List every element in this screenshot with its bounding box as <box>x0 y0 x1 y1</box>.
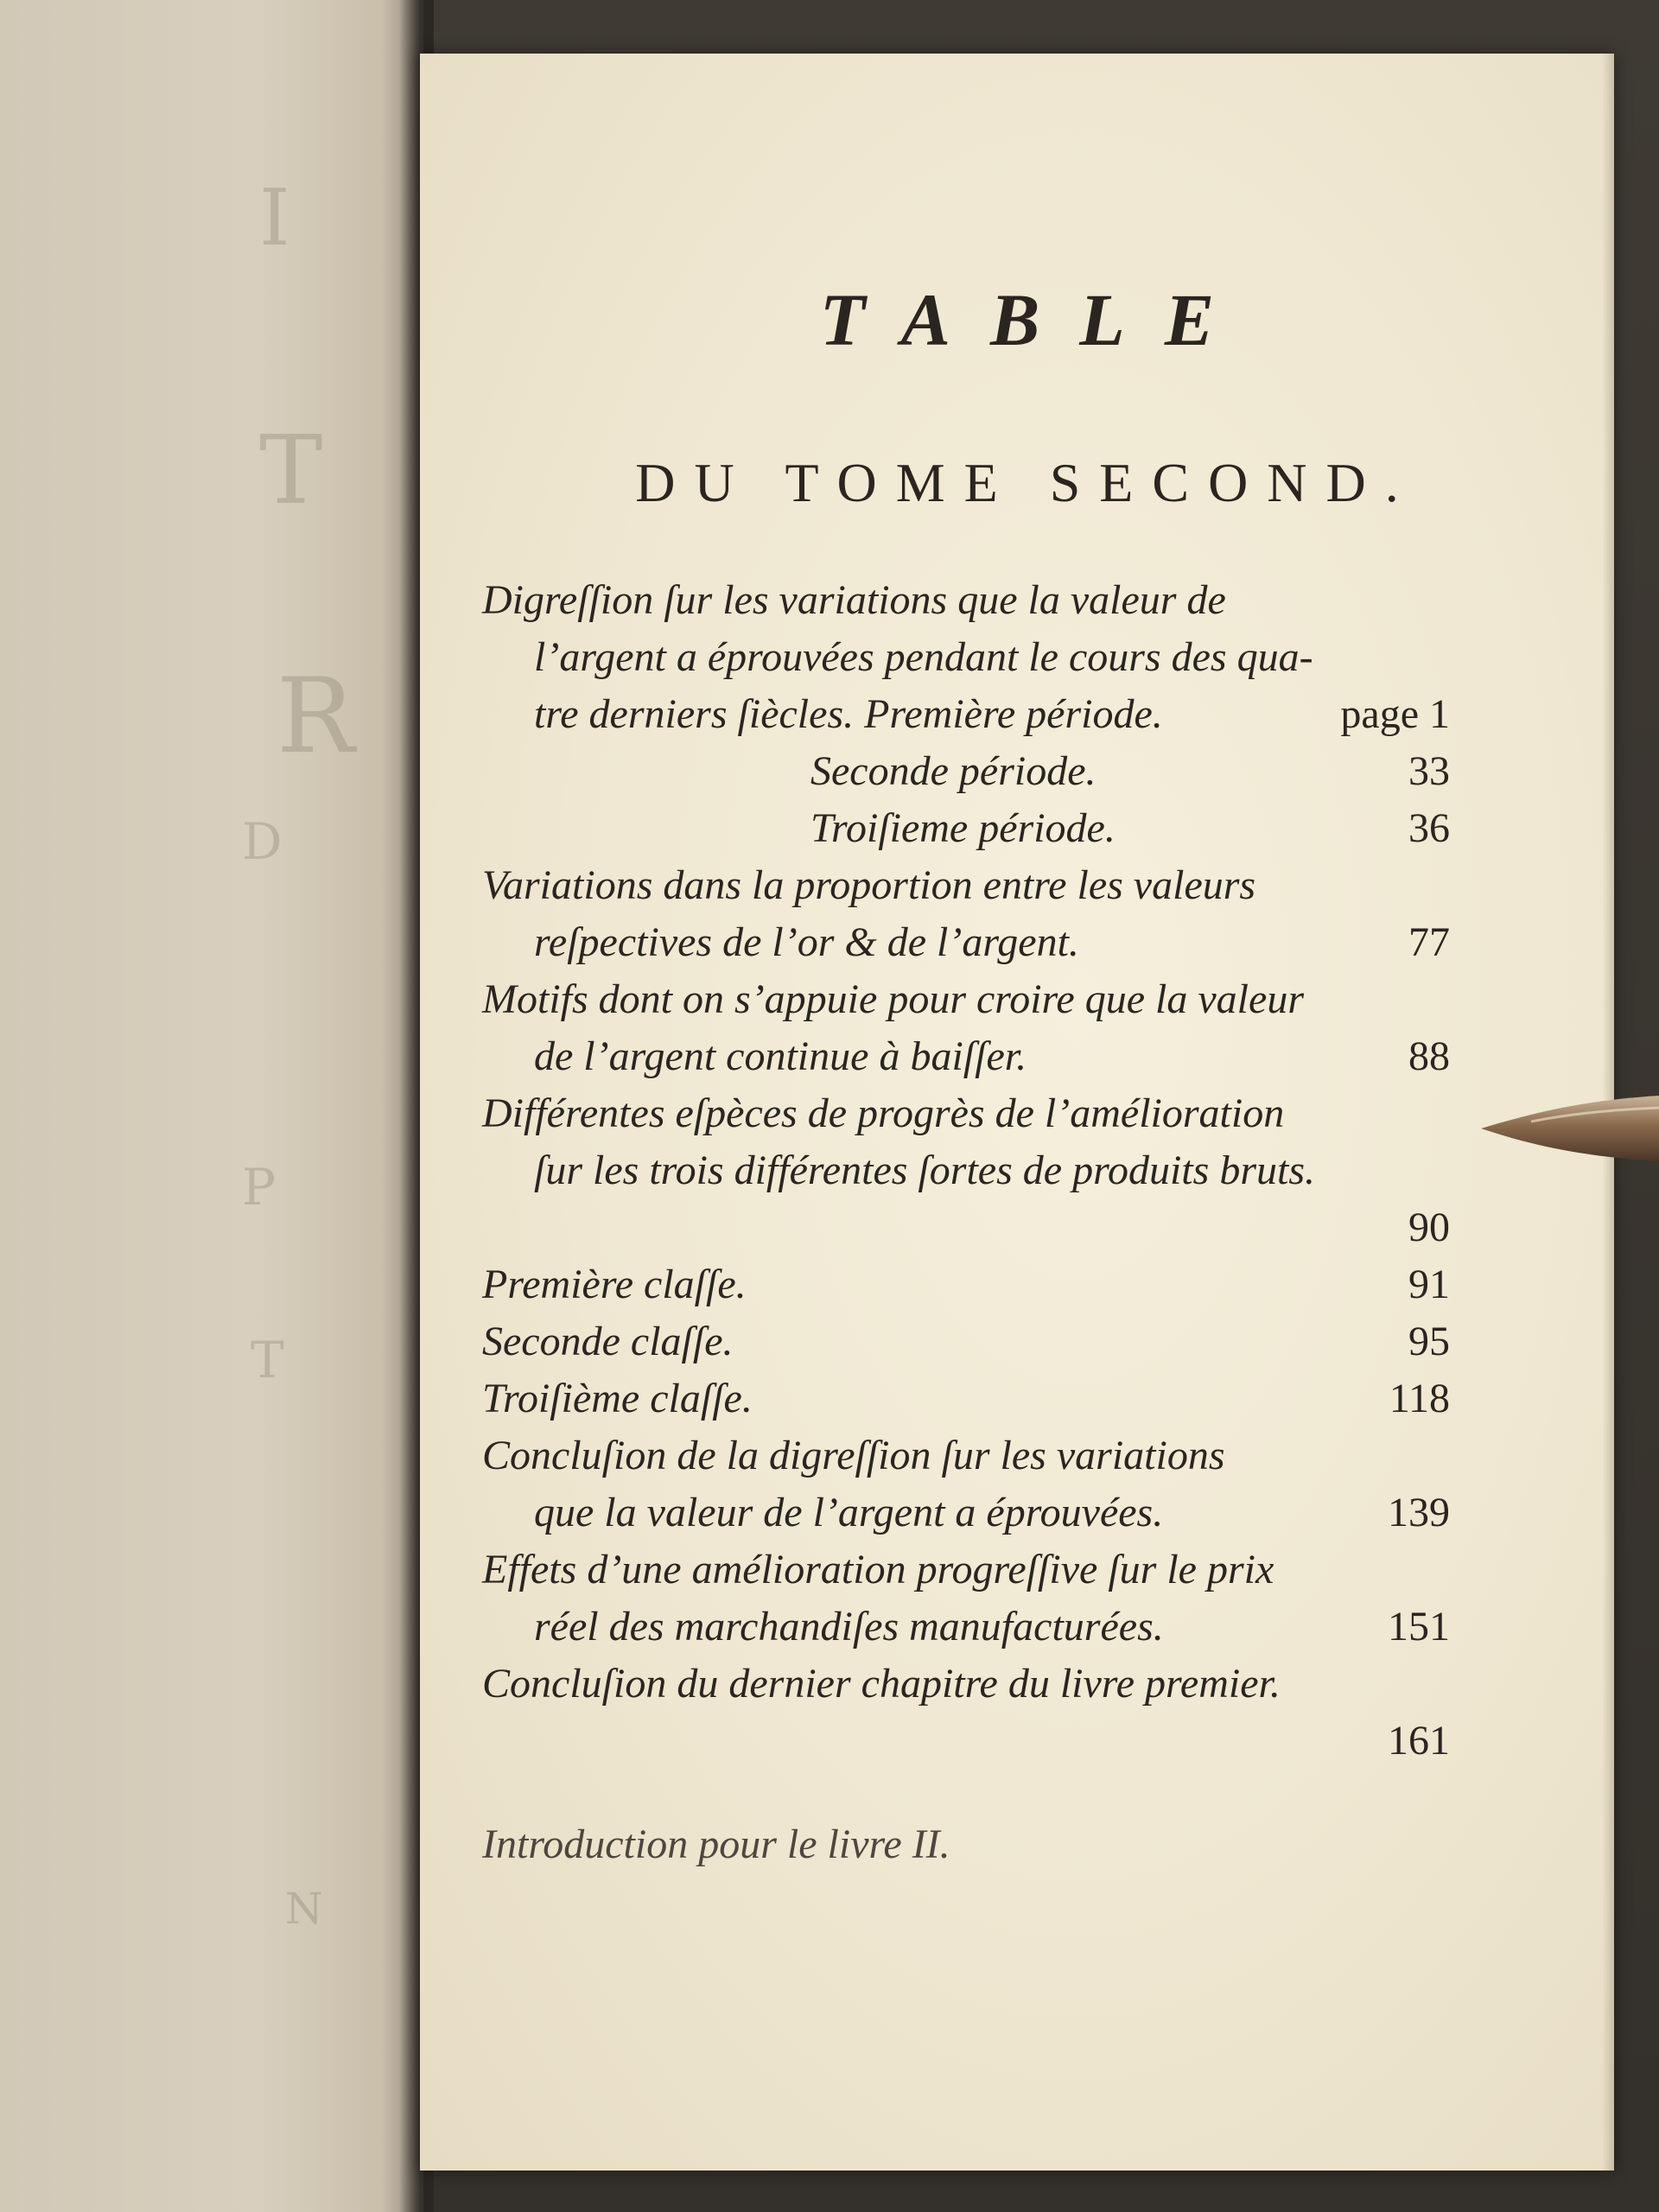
toc-line <box>482 1599 1450 1656</box>
toc-line <box>482 1199 1450 1256</box>
toc-line <box>482 1370 1450 1427</box>
toc-line <box>482 1085 1450 1142</box>
toc-line <box>482 686 1450 743</box>
show-through-text: T <box>251 1331 293 1389</box>
toc-entry-text: Variations dans la proportion entre les valeurs <box>482 862 1256 908</box>
toc-entry-text: Troiſieme période. <box>810 805 1116 851</box>
toc-page-number: 139 <box>1388 1490 1450 1535</box>
toc-line <box>482 1142 1450 1199</box>
toc-entry-text: reſpectives de l’or & de l’argent. <box>534 919 1079 965</box>
toc-line <box>482 629 1450 686</box>
toc-entry-text: tre derniers ſiècles. Première période. <box>534 691 1163 737</box>
facing-page <box>0 0 423 2212</box>
toc-page-number: 161 <box>1388 1718 1450 1764</box>
toc-page-number: 95 <box>1408 1319 1450 1364</box>
toc-line <box>482 914 1450 971</box>
toc-entry-text: Concluſion du dernier chapitre du livre premier. <box>482 1661 1281 1707</box>
toc-page-number: page 1 <box>1340 691 1450 737</box>
show-through-text: R <box>276 657 364 777</box>
toc-entry-text: Digreſſion ſur les variations que la valeur de <box>482 577 1226 623</box>
show-through-text: N <box>285 1884 332 1934</box>
toc-page-number: 118 <box>1389 1376 1450 1421</box>
toc-entry-text: Différentes eſpèces de progrès de l’amélioration <box>482 1090 1285 1136</box>
toc-page-number: 36 <box>1408 805 1450 851</box>
show-through-text: P <box>242 1158 285 1217</box>
toc-entry-text: Première claſſe. <box>482 1262 747 1307</box>
spacer <box>482 1770 1450 1816</box>
toc-line <box>482 1656 1450 1713</box>
toc-page-number: 151 <box>1388 1604 1450 1649</box>
toc-entry-text: réel des marchandiſes manufacturées. <box>534 1604 1164 1649</box>
show-through-text: I <box>259 173 299 264</box>
toc-page-number: 33 <box>1408 748 1450 794</box>
show-through-text: T <box>259 415 332 525</box>
toc-entry-text: Effets d’une amélioration progreſſive ſur le prix <box>482 1547 1274 1592</box>
toc-line <box>482 1713 1450 1770</box>
page-title: TABLE <box>819 278 1255 361</box>
page-subtitle: DU TOME SECOND. <box>635 452 1418 513</box>
toc-entry-text: que la valeur de l’argent a éprouvées. <box>534 1490 1164 1535</box>
pen-tip-icon <box>1479 1090 1659 1165</box>
table-page <box>420 54 1614 2171</box>
table-of-contents <box>482 572 1450 1873</box>
footer-note: Introduction pour le livre II. <box>482 1821 950 1867</box>
toc-entry-text: Seconde claſſe. <box>482 1319 734 1364</box>
toc-line <box>482 857 1450 914</box>
toc-entry-text: Seconde période. <box>810 748 1096 794</box>
toc-line <box>482 1484 1450 1541</box>
toc-entry-text: Concluſion de la digreſſion ſur les variations <box>482 1433 1225 1478</box>
toc-entry-text: Troiſième claſſe. <box>482 1376 753 1421</box>
toc-line <box>482 1028 1450 1085</box>
toc-page-number: 77 <box>1408 919 1450 965</box>
toc-entry-text: ſur les trois différentes ſortes de produits bruts. <box>534 1147 1316 1193</box>
toc-page-number: 88 <box>1408 1033 1450 1079</box>
toc-entry-text: l’argent a éprouvées pendant le cours des qua- <box>534 634 1313 680</box>
toc-line <box>482 572 1450 629</box>
toc-page-number: 91 <box>1408 1262 1450 1307</box>
show-through-text: D <box>242 812 291 871</box>
toc-entry-text: Motifs dont on s’appuie pour croire que la valeur <box>482 976 1304 1022</box>
toc-line <box>482 800 1450 857</box>
toc-entry-text: de l’argent continue à baiſſer. <box>534 1033 1027 1079</box>
toc-line <box>482 1427 1450 1484</box>
toc-line <box>482 1313 1450 1370</box>
toc-line <box>482 743 1450 800</box>
toc-line <box>482 1541 1450 1599</box>
toc-line <box>482 971 1450 1028</box>
toc-line <box>482 1256 1450 1313</box>
toc-page-number: 90 <box>1408 1205 1450 1250</box>
